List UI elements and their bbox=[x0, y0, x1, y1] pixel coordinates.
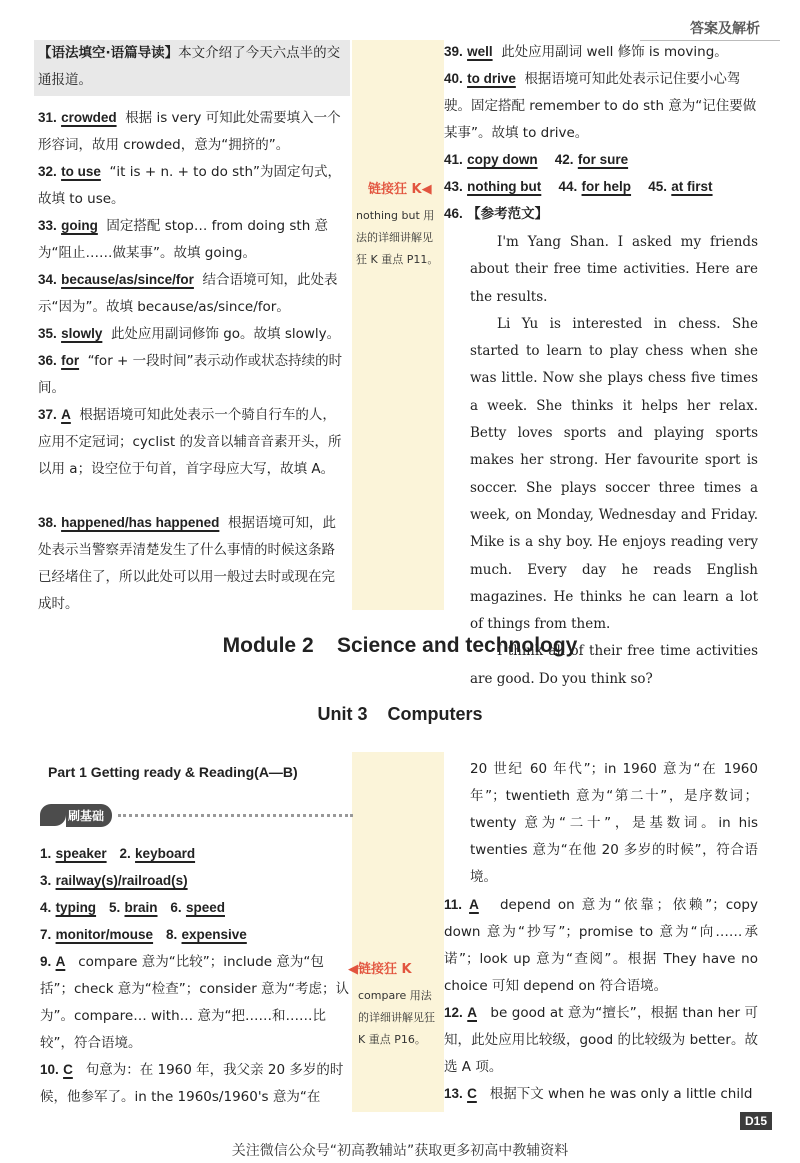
answer: to drive bbox=[467, 71, 516, 86]
footer-note: 关注微信公众号“初高教辅站”获取更多初高中教辅资料 bbox=[231, 1143, 569, 1159]
answer: at first bbox=[671, 179, 713, 194]
answer: slowly bbox=[61, 326, 103, 341]
answer: monitor/mouse bbox=[55, 927, 154, 942]
sidebar-strip-bottom bbox=[352, 752, 444, 1112]
list-item: 12. A be good at 意为“擅长”，根据 than her 可知，此处应用比较级，good 的比较级为 better。故选 A 项。 bbox=[444, 1005, 758, 1075]
essay-tag: 【参考范文】 bbox=[467, 206, 549, 222]
essay-paragraph: I think all of their free time activities are good. Do you think so? bbox=[470, 643, 758, 687]
answer: C bbox=[63, 1062, 73, 1077]
list-item: 13. C 根据下文 when he was only a little child bbox=[444, 1086, 753, 1102]
list-item: 35. slowly 此处应用副词修饰 go。故填 slowly。 bbox=[38, 326, 341, 342]
link-note: nothing but 用法的详细讲解见狂 K 重点 P11。 bbox=[356, 209, 439, 266]
answer: typing bbox=[55, 900, 97, 915]
answer: expensive bbox=[181, 927, 247, 942]
essay-paragraph: Li Yu is interested in chess. She started to learn to play chess when she was little. Now she plays chess five times a week. She thinks it helps her relax. Betty loves sports and playing sports makes her strong. Her favourite sport is soccer. She plays soccer three times a week, on Monday, Wednesday and Friday. Mike is a shy boy. He enjoys reading very much. Every day he reads English magazines. He thinks he can learn a lot of things from them. bbox=[470, 315, 758, 633]
intro-tag: 【语法填空·语篇导读】 bbox=[38, 45, 179, 61]
list-item: 46. 【参考范文】 bbox=[444, 206, 549, 222]
essay bbox=[470, 229, 758, 693]
answer: copy down bbox=[467, 152, 538, 167]
continued-text: 20 世纪 60 年代”；in 1960 意为“在 1960 年”；twentieth 意为“第二十”，是序数词；twenty 意为“二十”，是基数词。in his twenties 意为“在他 20 多岁的时候”，符合语境。 bbox=[470, 761, 758, 885]
answer: A bbox=[55, 954, 66, 969]
link-note: compare 用法的详细讲解见狂 K 重点 P16。 bbox=[358, 989, 435, 1046]
link-label: 链接狂 K◀ bbox=[368, 182, 432, 197]
answer: railway(s)/railroad(s) bbox=[55, 873, 188, 888]
answer: speed bbox=[185, 900, 225, 915]
list-item: 10. C 句意为：在 1960 年，我父亲 20 多岁的时候，他参军了。in the 1960s/1960's 意为“在 bbox=[40, 1062, 344, 1105]
answer: nothing but bbox=[467, 179, 542, 194]
dotted-rule bbox=[118, 814, 353, 817]
answer: happened/has happened bbox=[61, 515, 220, 530]
sidebar-strip-top bbox=[352, 40, 444, 610]
list-item: 7. monitor/mouse 8. expensive bbox=[40, 927, 247, 942]
list-item: 32. to use “it is + n. + to do sth”为固定句式，故填 to use。 bbox=[38, 164, 342, 207]
answer: to use bbox=[61, 164, 101, 179]
list-item: 38. happened/has happened 根据语境可知，此处表示当警察弄清楚发生了什么事情的时候这条路已经堵住了，所以此处可以用一般过去时或现在完成时。 bbox=[38, 515, 336, 612]
page-header-title: 答案及解析 bbox=[690, 21, 760, 37]
answer: because/as/since/for bbox=[61, 272, 194, 287]
link-label: ◀链接狂 K bbox=[348, 962, 412, 977]
basics-badge: 刷基础 bbox=[40, 804, 353, 826]
list-item: 31. crowded 根据 is very 可知此处需要填入一个形容词，故用 crowded，意为“拥挤的”。 bbox=[38, 110, 341, 153]
leaf-icon bbox=[40, 804, 66, 826]
answer: keyboard bbox=[135, 846, 196, 861]
list-item: 43. nothing but 44. for help 45. at first bbox=[444, 179, 713, 194]
answer: A bbox=[61, 407, 71, 422]
part-title: Part 1 Getting ready & Reading(A—B) bbox=[48, 764, 298, 780]
unit-title: Unit 3 Computers bbox=[317, 704, 483, 724]
answer: crowded bbox=[61, 110, 117, 125]
list-item: 33. going 固定搭配 stop… from doing sth 意为“阻止……做某事”。故填 going。 bbox=[38, 218, 329, 261]
answer: for help bbox=[581, 179, 632, 194]
intro-text: 本文介绍了今天六点半的交通报道。 bbox=[38, 45, 341, 88]
essay-paragraph: I'm Yang Shan. I asked my friends about their free time activities. Here are the results. bbox=[470, 234, 758, 305]
answer: A bbox=[469, 897, 479, 912]
answer: for bbox=[61, 353, 80, 368]
list-item: 36. for “for + 一段时间”表示动作或状态持续的时间。 bbox=[38, 353, 343, 396]
intro-box bbox=[34, 40, 350, 96]
answer: C bbox=[467, 1086, 477, 1101]
page-number: D15 bbox=[740, 1112, 772, 1130]
answer: going bbox=[61, 218, 98, 233]
module-title: Module 2 Science and technology bbox=[222, 634, 578, 657]
list-item: 9. A compare 意为“比较”；include 意为“包括”；check 意为“检查”；consider 意为“考虑；认为”。compare… with… 意为“把……和……比较”，符合语境。 bbox=[40, 954, 350, 1051]
answer: for sure bbox=[577, 152, 629, 167]
list-item: 41. copy down 42. for sure bbox=[444, 152, 629, 167]
arrow-left-icon: ◀ bbox=[421, 182, 432, 197]
arrow-left-icon: ◀ bbox=[348, 962, 358, 977]
answer: brain bbox=[124, 900, 158, 915]
list-item: 34. because/as/since/for 结合语境可知，此处表示“因为”。故填 because/as/since/for。 bbox=[38, 272, 338, 315]
list-item: 4. typing 5. brain 6. speed bbox=[40, 900, 225, 915]
list-item: 40. to drive 根据语境可知此处表示记住要小心驾驶。固定搭配 remember to do sth 意为“记住要做某事”。故填 to drive。 bbox=[444, 71, 757, 141]
list-item: 11. A depend on 意为“依靠；依赖”；copy down 意为“抄写”；promise to 意为“向……承诺”；look up 意为“查阅”。根据 They have no choice 可知 depend on 符合语境。 bbox=[444, 897, 758, 994]
list-item: 39. well 此处应用副词 well 修饰 is moving。 bbox=[444, 44, 728, 60]
answer: speaker bbox=[55, 846, 107, 861]
list-item: 1. speaker 2. keyboard bbox=[40, 846, 196, 861]
answer: well bbox=[467, 44, 493, 59]
answer: A bbox=[467, 1005, 477, 1020]
list-item: 37. A 根据语境可知此处表示一个骑自行车的人，应用不定冠词；cyclist 的发音以辅音音素开头，所以用 a；设空位于句首，首字母应大写，故填 A。 bbox=[38, 407, 342, 477]
list-item: 3. railway(s)/railroad(s) bbox=[40, 873, 188, 888]
